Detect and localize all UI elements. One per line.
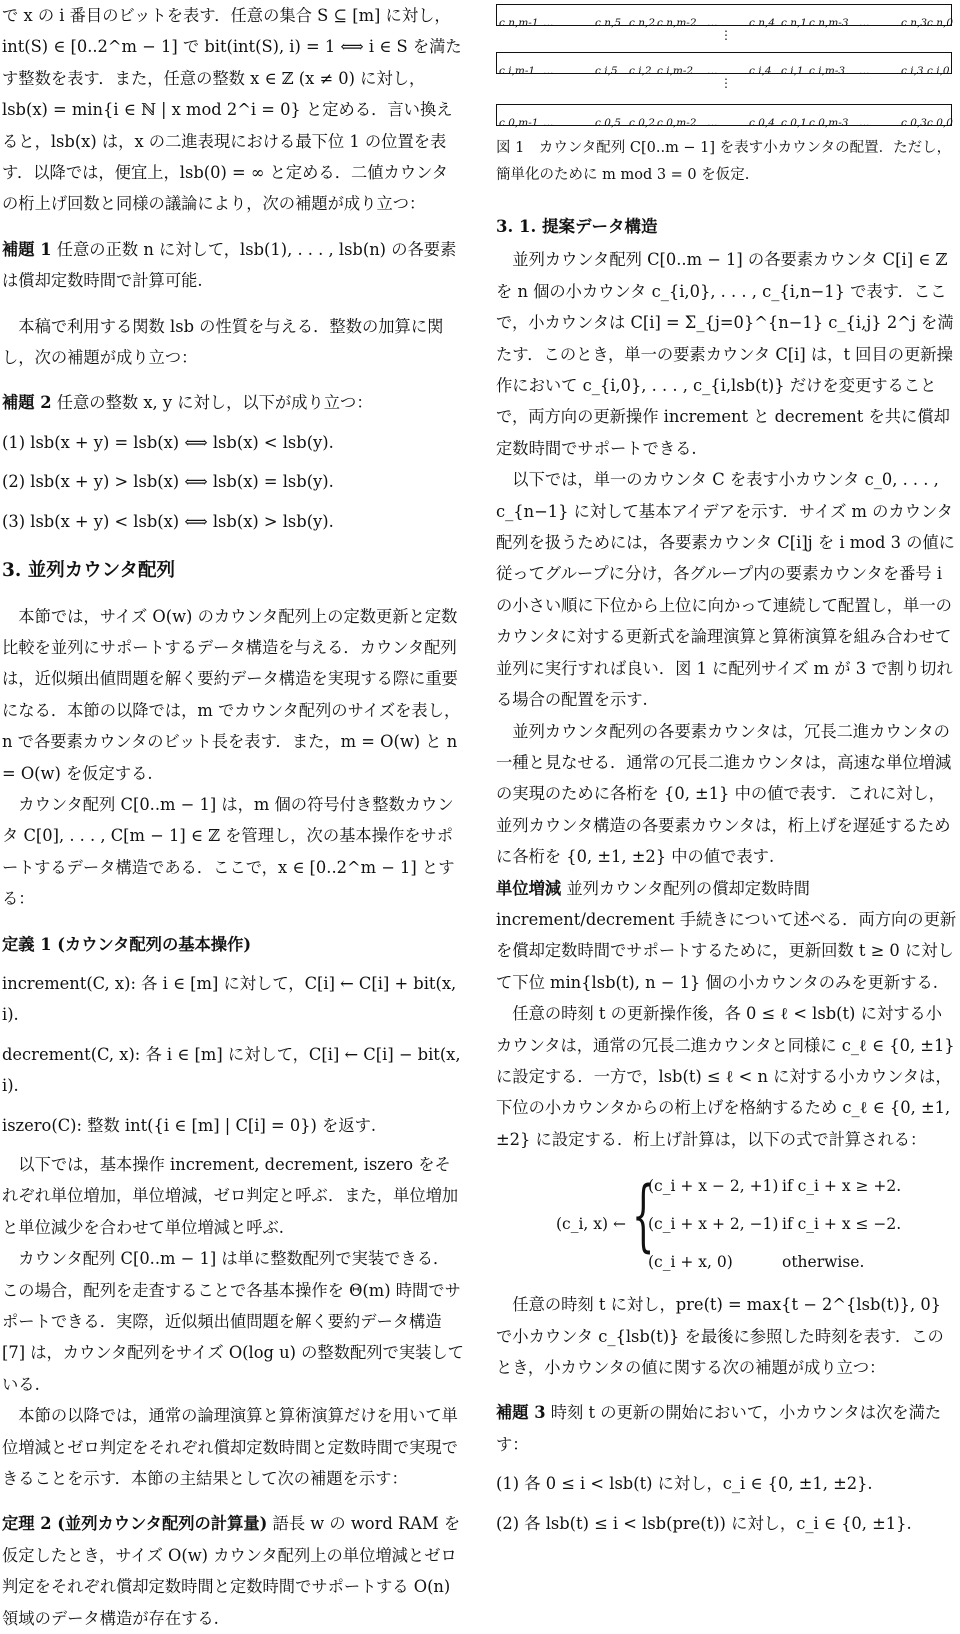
case-expression: (c_i + x − 2, +1) <box>648 1177 779 1196</box>
figure-cell: c i,m-1 <box>499 65 536 77</box>
lemma-2-body: 任意の整数 x, y に対し，以下が成り立つ： <box>51 393 373 413</box>
lemma-3-item: (2) 各 lsb(t) ≤ i < lsb(pre(t)) に対し，c_i ∈ {0, ±1}. <box>496 1513 912 1533</box>
figure-vdots: ⋮ <box>720 28 732 42</box>
figure-cell: … <box>543 65 554 77</box>
left-brace-icon: { <box>632 1171 655 1262</box>
subsection-3-1-title: 3. 1. 提案データ構造 <box>496 217 658 236</box>
figure-vdots: ⋮ <box>720 76 732 90</box>
figure-cell: c n,2 <box>629 17 655 29</box>
subsection-paragraph-2: 以下では，単一のカウンタ C を表す小カウンタ c_0, . . . , c_{n−1} に対して基本アイデアを示す．サイズ m のカウンタ配列を扱うためには，各要素カウンタ C[i]j を i mod 3 の値に従ってグループに分け，各グループ内の要素カウンタを番号 i の小さい順に下位から上位に向かって連続して配置し，単一のカウンタに対する更新式を論理演算と算術演算を組み合わせて並列に実行すれば良い．図 1 に配列サイズ m が 3 で割り切れる場合の配置を示す. <box>496 470 955 710</box>
theorem-2-head: 定理 2 (並列カウンタ配列の計算量) <box>2 1514 268 1534</box>
figure-cell: c 0,m-2 <box>657 117 697 129</box>
operation-increment: increment(C, x): 各 i ∈ [m] に対して，C[i] ← C[i] + bit(x, i). <box>2 973 457 1025</box>
figure-cell: c n,m-1 <box>499 17 539 29</box>
figure-cell: c n,m-3 <box>809 17 849 29</box>
figure-cell: … <box>859 17 870 29</box>
lemma-1 <box>2 234 464 297</box>
lsb-properties-paragraph: 本稿で利用する関数 lsb の性質を与える．整数の加算に関し，次の補題が成り立つ： <box>2 316 444 368</box>
right-column <box>496 0 958 1547</box>
lemma-2-head: 補題 2 <box>2 393 52 413</box>
section-3-paragraph-4: カウンタ配列 C[0..m − 1] は単に整数配列で実装できる．この場合，配列を走査することで各基本操作を Θ(m) 時間でサポートできる．実際，近似頻出値問題を解く要約データ構造 [7] は，カウンタ配列をサイズ O(log u) の整数配列で実装している. <box>2 1249 464 1394</box>
subsection-paragraph-3: 並列カウンタ配列の各要素カウンタは，冗長二進カウンタの一種と見なせる．通常の冗長二進カウンタは，高速な単位増減の実現のために各桁を {0, ±1} 中の値で表す．これに対し，並列カウンタ構造の各要素カウンタは，桁上げを遅延するために各桁を {0, ±1, ±2} 中の値で表す. <box>496 721 952 867</box>
figure-cell: c 0,m-3 <box>809 117 849 129</box>
figure-cell: c i,3 <box>901 65 924 77</box>
unit-update-head: 単位増減 <box>496 878 562 898</box>
lemma-2-item: (1) lsb(x + y) = lsb(x) ⟺ lsb(x) < lsb(y). <box>2 432 334 452</box>
lemma-1-head: 補題 1 <box>2 239 52 259</box>
operation-iszero: iszero(C): 整数 int({i ∈ [m] | C[i] = 0}) を返す. <box>2 1115 377 1135</box>
unit-update-body: 並列カウンタ配列の償却定数時間 increment/decrement 手続きについて述べる．両方向の更新を償却定数時間でサポートするために，更新回数 t ≥ 0 に対して下位 min{lsb(t), n − 1} 個の小カウンタのみを更新する. <box>496 878 957 992</box>
figure-row-0 <box>496 104 953 129</box>
figure-cell: c n,4 <box>749 17 775 29</box>
figure-row-n <box>496 4 953 29</box>
figure-cell: c n,m-2 <box>657 17 697 29</box>
section-3-paragraph-3: 以下では，基本操作 increment, decrement, iszero をそれぞれ単位増加，単位増減，ゼロ判定と呼ぶ．また，単位増加と単位減少を合わせて単位増減と呼ぶ. <box>2 1155 459 1237</box>
theorem-2 <box>2 1508 464 1634</box>
figure-cell: c i,m-3 <box>809 65 846 77</box>
section-3-paragraph-1: 本節では，サイズ O(w) のカウンタ配列上の定数更新と定数比較を並列にサポートするデータ構造を与える．カウンタ配列は，近似頻出値問題を解く要約データ構造を実現する際に重要になる．本節の以降では，m でカウンタ配列のサイズを表し，n で各要素カウンタのビット長を表す．また，m = O(w) と n = O(w) を仮定する. <box>2 606 461 783</box>
figure-cell: … <box>707 17 718 29</box>
figure-cell: c 0,2 <box>629 117 655 129</box>
subsection-paragraph-1: 並列カウンタ配列 C[0..m − 1] の各要素カウンタ C[i] ∈ ℤ を n 個の小カウンタ c_{i,0}, . . . , c_{i,n−1} で表す．ここで，小カウンタは C[i] = Σ_{j=0}^{n−1} c_{i,j} 2^j を満たす．このとき，単一の要素カウンタ C[i] は，t 回目の更新操作において c_{i,0}, . . . , c_{i,lsb(t)} だけを変更することで，両方向の更新操作 increment と decrement を共に償却定数時間でサポートできる. <box>496 250 954 458</box>
operation-decrement: decrement(C, x): 各 i ∈ [m] に対して，C[i] ← C[i] − bit(x, i). <box>2 1044 461 1096</box>
figure-cell: c 0,1 <box>781 117 807 129</box>
figure-cell: c n,5 <box>595 17 621 29</box>
figure-cell: … <box>543 17 554 29</box>
figure-cell: c n,1 <box>781 17 807 29</box>
lemma-3 <box>496 1397 958 1460</box>
section-3-paragraph-2: カウンタ配列 C[0..m − 1] は，m 個の符号付き整数カウンタ C[0], . . . , C[m − 1] ∈ ℤ を管理し，次の基本操作をサポートするデータ構造である．ここで，x ∈ [0..2^m − 1] とする： <box>2 794 455 909</box>
figure-cell: c 0,4 <box>749 117 775 129</box>
figure-cell: c i,1 <box>781 65 804 77</box>
figure-cell: c 0,3 <box>901 117 927 129</box>
figure-cell: c 0,m-1 <box>499 117 539 129</box>
case-expression: (c_i + x + 2, −1) <box>648 1215 779 1234</box>
figure-cell: c i,5 <box>595 65 618 77</box>
figure-cell: … <box>707 65 718 77</box>
lemma-1-body: 任意の正数 n に対して，lsb(1), . . . , lsb(n) の各要素は償却定数時間で計算可能. <box>2 239 457 291</box>
figure-cell: c 0,0 <box>927 117 953 129</box>
lemma-3-head: 補題 3 <box>496 1403 546 1423</box>
lemma-3-body: 時刻 t の更新の開始において，小カウンタは次を満たす： <box>496 1403 942 1454</box>
case-expression: (c_i + x, 0) <box>648 1253 733 1272</box>
figure-cell: c i,m-2 <box>657 65 694 77</box>
figure-row-i <box>496 52 952 77</box>
figure-cell: … <box>859 117 870 129</box>
theorem-2-body: 語長 w の word RAM を仮定したとき，サイズ O(w) カウンタ配列上の単位増減とゼロ判定をそれぞれ償却定数時間と定数時間でサポートする O(n) 領域のデータ構造が存在する. <box>2 1514 461 1628</box>
figure-cell: … <box>859 65 870 77</box>
lemma-2 <box>2 387 464 418</box>
figure-1-caption <box>496 135 958 189</box>
figure-cell: c n,3 <box>901 17 927 29</box>
carry-equation-lhs: (c_i, x) ← <box>556 1215 626 1234</box>
figure-cell: c i,4 <box>749 65 772 77</box>
figure-cell: c i,0 <box>927 65 950 77</box>
intro-paragraph: で x の i 番目のビットを表す．任意の集合 S ⊆ [m] に対し，int(S) ∈ [0..2^m − 1] で bit(int(S), i) = 1 ⟺ i ∈ S を満たす整数を表す．また，任意の整数 x ∈ ℤ (x ≠ 0) に対し，lsb(x) = min{i ∈ ℕ | x mod 2^i = 0} と定める．言い換えると，lsb(x) は，x の二進表現における最下位 1 の位置を表す．以降では，便宜上，lsb(0) = ∞ と定める．二値カウンタの桁上げ回数と同様の議論により，次の補題が成り立つ： <box>2 6 462 214</box>
carry-equation <box>496 1165 958 1283</box>
figure-cell: c n,0 <box>927 17 953 29</box>
section-3-paragraph-5: 本節の以降では，通常の論理演算と算術演算だけを用いて単位増減とゼロ判定をそれぞれ償却定数時間と定数時間で実現できることを示す．本節の主結果として次の補題を示す： <box>2 1406 458 1489</box>
case-condition: if c_i + x ≥ +2. <box>782 1177 902 1196</box>
figure-cell: c i,2 <box>629 65 652 77</box>
unit-update-paragraph <box>496 873 958 999</box>
definition-1-head: 定義 1 (カウンタ配列の基本操作) <box>2 934 252 954</box>
figure-1 <box>496 0 958 135</box>
lemma-2-item: (3) lsb(x + y) < lsb(x) ⟺ lsb(x) > lsb(y). <box>2 511 334 531</box>
lemma-2-item: (2) lsb(x + y) > lsb(x) ⟺ lsb(x) = lsb(y). <box>2 472 334 492</box>
figure-cell: c 0,5 <box>595 117 621 129</box>
left-column <box>2 0 464 1634</box>
case-condition: otherwise. <box>782 1253 865 1272</box>
pre-time-paragraph: 任意の時刻 t に対し，pre(t) = max{t − 2^{lsb(t)}, 0} で小カウンタ c_{lsb(t)} を最後に参照した時刻を表す．このとき，小カウンタの値に関する次の補題が成り立つ： <box>496 1295 944 1377</box>
lemma-3-item: (1) 各 0 ≤ i < lsb(t) に対し，c_i ∈ {0, ±1, ±2}. <box>496 1474 873 1494</box>
carry-paragraph: 任意の時刻 t の更新操作後，各 0 ≤ ℓ < lsb(t) に対する小カウンタは，通常の冗長二進カウンタと同様に c_ℓ ∈ {0, ±1} に設定する．一方で，lsb(t) ≤ ℓ < n に対する小カウンタは，下位の小カウンタからの桁上げを格納するため c_ℓ ∈ {0, ±1, ±2} に設定する．桁上げ計算は，以下の式で計算される： <box>496 1004 955 1149</box>
figure-cell: … <box>543 117 554 129</box>
case-condition: if c_i + x ≤ −2. <box>782 1215 902 1234</box>
section-3-title: 3. 並列カウンタ配列 <box>2 560 176 582</box>
figure-1-caption-label: 図 1 <box>496 140 525 156</box>
figure-cell: … <box>707 117 718 129</box>
figure-1-caption-text: カウンタ配列 C[0..m − 1] を表す小カウンタの配置．ただし，簡単化のために m mod 3 = 0 を仮定. <box>496 140 952 183</box>
